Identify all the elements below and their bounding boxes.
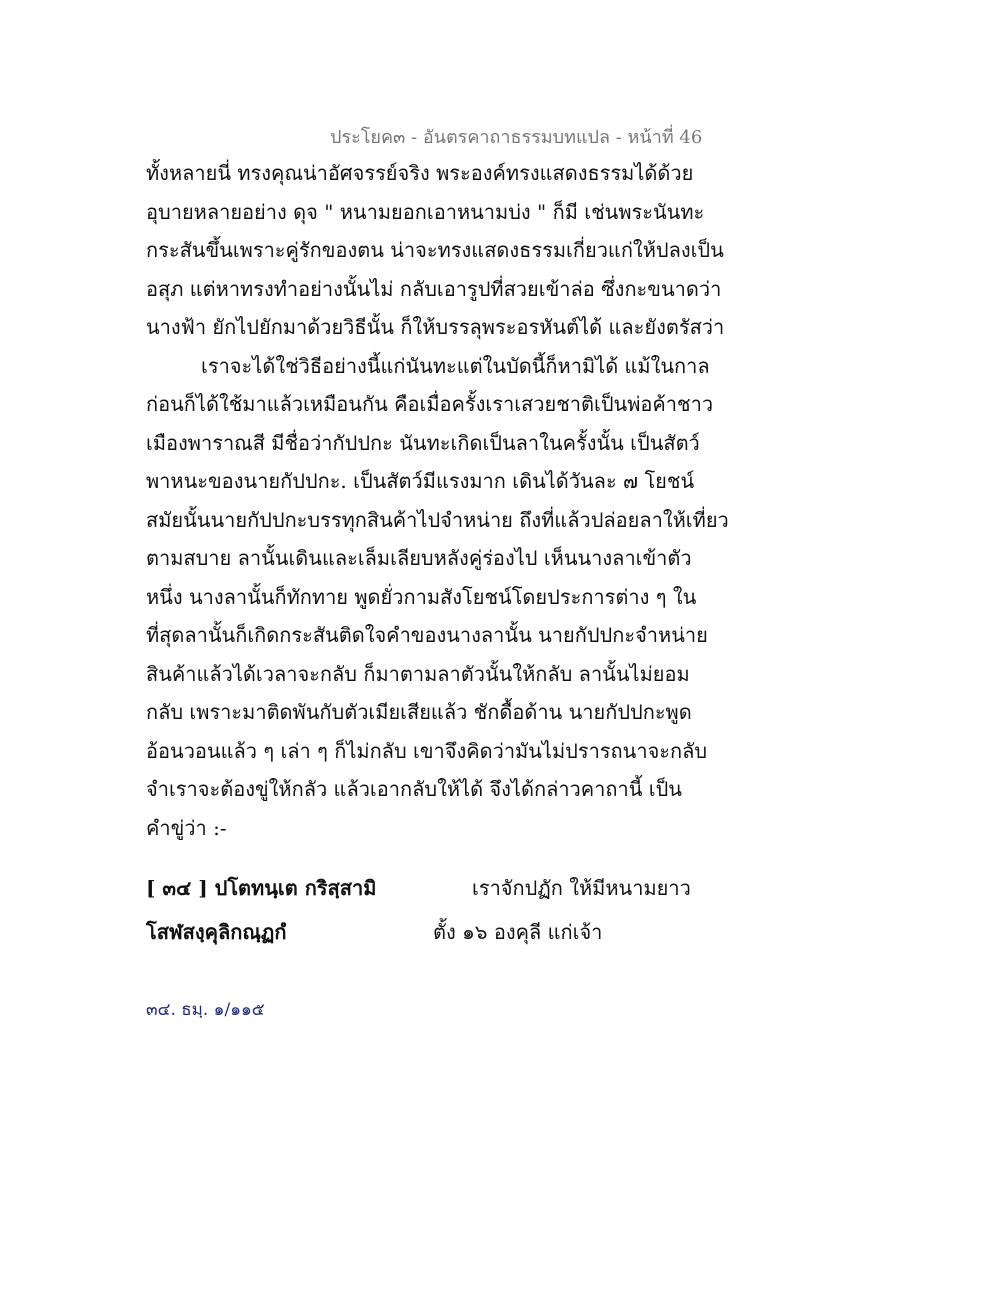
text-line: สินค้าแล้วได้เวลาจะกลับ ก็มาตามลาตัวนั้นให้กลับ ลานั้นไม่ยอม bbox=[146, 661, 690, 686]
text-line: อสุภ แต่หาทรงทำอย่างนั้นไม่ กลับเอารูปที่สวยเข้าล่อ ซึ่งกะขนาดว่า bbox=[146, 276, 722, 301]
text-line: ก่อนก็ได้ใช้มาแล้วเหมือนกัน คือเมื่อครั้งเราเสวยชาติเป็นพ่อค้าชาว bbox=[146, 392, 714, 416]
text-line: กลับ เพราะมาติดพันกับตัวเมียเสียแล้ว ชักดื้อด้าน นายกัปปกะพูด bbox=[146, 700, 692, 724]
text-line: สมัยนั้นนายกัปปกะบรรทุกสินค้าไปจำหน่าย ถึงที่แล้วปล่อยลาให้เที่ยว bbox=[146, 507, 729, 532]
running-header: ประโยค๓ - อันตรคาถาธรรมบทแปล - หน้าที่ 46 bbox=[330, 127, 703, 148]
text-line-paragraph-start: เราจะได้ใช่วิธีอย่างนี้แก่นันทะแต่ในบัดนี้ก็หามิได้ แม้ในกาล bbox=[201, 353, 710, 378]
text-line: อุบายหลายอย่าง ดุจ " หนามยอกเอาหนามบ่ง " ก็มี เช่นพระนันทะ bbox=[146, 199, 705, 224]
footnote: ๓๔. ธมฺ. ๑/๑๑๕ bbox=[146, 1000, 265, 1020]
verse-translation-text: ตั้ง ๑๖ องคุลี แก่เจ้า bbox=[433, 920, 603, 944]
text-line: ทั้งหลายนี่ ทรงคุณน่าอัศจรรย์จริง พระองค์ทรงแสดงธรรมได้ด้วย bbox=[146, 161, 694, 185]
text-line: ตามสบาย ลานั้นเดินและเล็มเลียบหลังคู่ร่องไป เห็นนางลาเข้าตัว bbox=[146, 546, 692, 570]
text-line: จำเราจะต้องขู่ให้กลัว แล้วเอากลับให้ได้ จึงได้กล่าวคาถานี้ เป็น bbox=[146, 777, 682, 801]
verse-line-2 bbox=[146, 912, 766, 952]
verse-line-1 bbox=[146, 868, 766, 908]
text-line: คำขู่ว่า :- bbox=[146, 815, 227, 840]
text-line: พาหนะของนายกัปปกะ. เป็นสัตว์มีแรงมาก เดินได้วันละ ๗ โยชน์ bbox=[146, 469, 695, 493]
verse-pali-text: โสฬสงฺคุลิกณฺฏกํ bbox=[146, 920, 287, 944]
text-line: กระสันขึ้นเพราะคู่รักของตน น่าจะทรงแสดงธรรมเกี่ยวแก่ให้ปลงเป็น bbox=[146, 238, 724, 262]
verse-pali-text: [ ๓๔ ] ปโตทนฺเต กริสฺสามิ bbox=[146, 876, 377, 900]
text-line: เมืองพาราณสี มีชื่อว่ากัปปกะ นันทะเกิดเป็นลาในครั้งนั้น เป็นสัตว์ bbox=[146, 430, 700, 455]
text-line: นางฟ้า ยักไปยักมาด้วยวิธีนั้น ก็ให้บรรลุพระอรหันต์ได้ และยังตรัสว่า bbox=[146, 315, 725, 339]
verse-translation-text: เราจักปฏัก ให้มีหนามยาว bbox=[472, 876, 691, 900]
text-line: ที่สุดลานั้นก็เกิดกระสันติดใจคำของนางลานั้น นายกัปปกะจำหน่าย bbox=[146, 623, 708, 647]
text-line: หนึ่ง นางลานั้นก็ทักทาย พูดยั่วกามสังโยชน์โดยประการต่าง ๆ ใน bbox=[146, 584, 697, 609]
text-line: อ้อนวอนแล้ว ๆ เล่า ๆ ก็ไม่กลับ เขาจึงคิดว่ามันไม่ปรารถนาจะกลับ bbox=[146, 738, 708, 763]
body-text bbox=[146, 154, 766, 847]
